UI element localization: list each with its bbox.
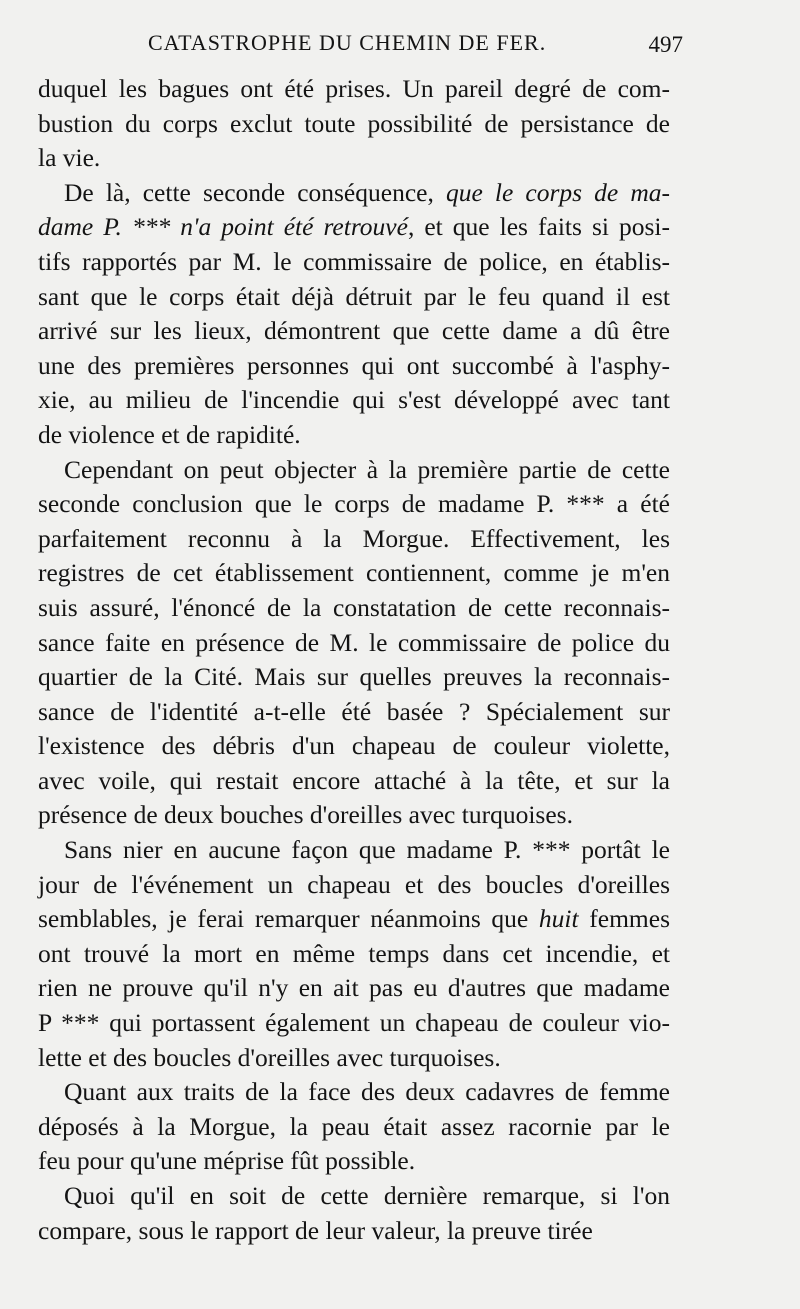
text-line: P *** qui portassent également un chapeau de couleur vio- — [38, 1008, 670, 1038]
text-line: une des premières personnes qui ont succombé à l'asphy- — [38, 350, 670, 380]
running-head: CATASTROPHE DU CHEMIN DE FER. — [148, 30, 547, 55]
paragraph — [38, 1179, 670, 1248]
text-line: ont trouvé la mort en même temps dans cet incendie, et — [38, 938, 670, 968]
text-line: Quant aux traits de la face des deux cadavres de femme — [64, 1077, 670, 1107]
text-line: quartier de la Cité. Mais sur quelles preuves la reconnais- — [38, 662, 670, 692]
text-line: registres de cet établissement contiennent, comme je m'en — [38, 558, 670, 588]
text-line: sant que le corps était déjà détruit par le feu quand il est — [38, 281, 670, 311]
text-line: l'existence des débris d'un chapeau de couleur violette, — [38, 731, 670, 761]
text-line: rien ne prouve qu'il n'y en ait pas eu d'autres que madame — [38, 973, 670, 1003]
paragraph — [38, 1075, 670, 1179]
text-line: dame P. *** n'a point été retrouvé, et que les faits si posi- — [38, 212, 670, 242]
text-line: tifs rapportés par M. le commissaire de police, en établis- — [38, 246, 670, 276]
page-header — [40, 30, 683, 64]
text-line: semblables, je ferai remarquer néanmoins que huit femmes — [38, 904, 670, 934]
paragraph — [38, 176, 670, 453]
text-line: jour de l'événement un chapeau et des boucles d'oreilles — [38, 869, 670, 899]
text-line: sance faite en présence de M. le commissaire de police du — [38, 627, 670, 657]
text-line: de violence et de rapidité. — [38, 419, 301, 449]
text-line: seconde conclusion que le corps de madame P. *** a été — [38, 489, 670, 519]
page-number: 497 — [648, 32, 683, 57]
text-line: feu pour qu'une méprise fût possible. — [38, 1146, 416, 1176]
paragraph — [38, 72, 670, 176]
text-line: compare, sous le rapport de leur valeur, la preuve tirée — [38, 1215, 593, 1245]
text-line: déposés à la Morgue, la peau était assez racornie par le — [38, 1111, 670, 1141]
paragraph — [38, 453, 670, 834]
text-line: la vie. — [38, 143, 101, 173]
text-line: avec voile, qui restait encore attaché à la tête, et sur la — [38, 765, 670, 795]
text-line: Cependant on peut objecter à la première partie de cette — [64, 454, 670, 484]
text-line: arrivé sur les lieux, démontrent que cette dame a dû être — [38, 316, 670, 346]
text-line: parfaitement reconnu à la Morgue. Effectivement, les — [38, 523, 670, 553]
body-text — [38, 72, 670, 1248]
text-line: présence de deux bouches d'oreilles avec turquoises. — [38, 800, 573, 830]
text-line: bustion du corps exclut toute possibilité de persistance de — [38, 108, 670, 138]
text-line: sance de l'identité a-t-elle été basée ? Spécialement sur — [38, 696, 670, 726]
text-line: duquel les bagues ont été prises. Un pareil degré de com- — [38, 74, 670, 103]
text-line: lette et des boucles d'oreilles avec turquoises. — [38, 1042, 501, 1072]
text-line: Quoi qu'il en soit de cette dernière remarque, si l'on — [64, 1181, 670, 1210]
text-line: Sans nier en aucune façon que madame P. *** portât le — [64, 835, 670, 865]
text-line: De là, cette seconde conséquence, que le corps de ma- — [64, 177, 670, 207]
text-line: xie, au milieu de l'incendie qui s'est développé avec tant — [38, 385, 670, 415]
paragraph — [38, 833, 670, 1075]
text-line: suis assuré, l'énoncé de la constatation de cette reconnais- — [38, 592, 670, 622]
